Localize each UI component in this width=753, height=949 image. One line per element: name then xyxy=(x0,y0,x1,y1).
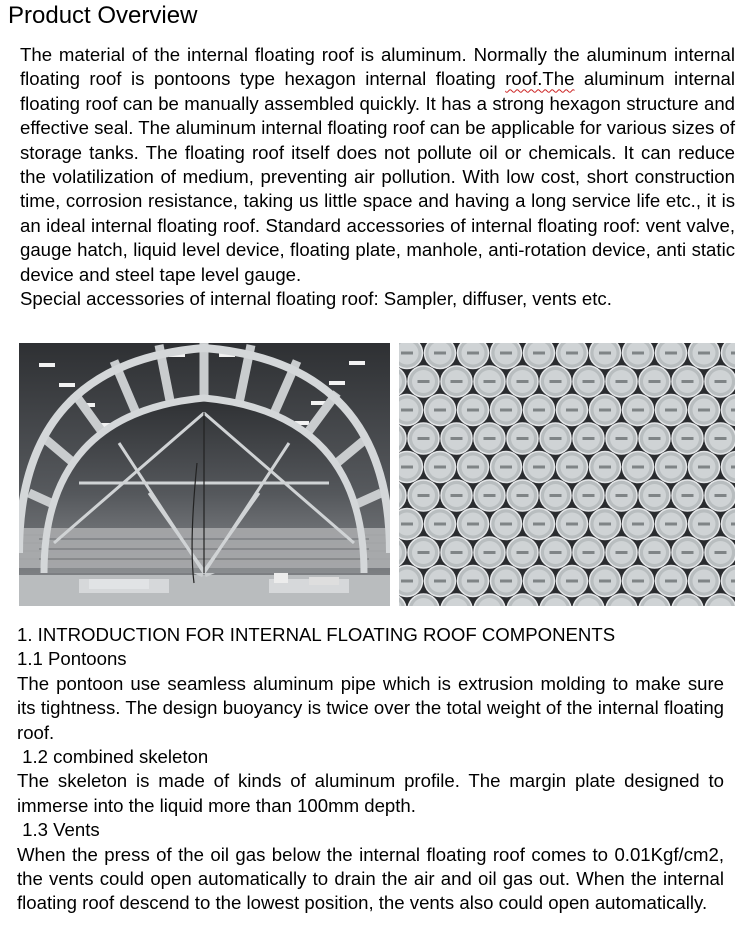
pontoon-pipes-photo xyxy=(399,343,735,606)
pipe-weld-mark xyxy=(566,466,578,469)
pipe-weld-mark xyxy=(599,466,611,469)
pipe-weld-mark xyxy=(665,466,677,469)
pipe-weld-mark xyxy=(484,380,496,383)
pipe-weld-mark xyxy=(418,494,430,497)
pipe-weld-mark xyxy=(533,352,545,355)
pipe-weld-mark xyxy=(731,409,735,412)
components-heading: 1. INTRODUCTION FOR INTERNAL FLOATING ROOF COMPONENTS xyxy=(17,624,616,645)
pipe-weld-mark xyxy=(649,551,661,554)
pipe-weld-mark xyxy=(632,352,644,355)
pipe-weld-mark xyxy=(467,409,479,412)
pipe-weld-mark xyxy=(665,523,677,526)
pipe-weld-mark xyxy=(731,523,735,526)
pipe-weld-mark xyxy=(616,551,628,554)
pipe-weld-mark xyxy=(517,380,529,383)
pipe-weld-mark xyxy=(616,494,628,497)
pipe-weld-mark xyxy=(599,352,611,355)
pipe-weld-mark xyxy=(418,380,430,383)
pipe-weld-mark xyxy=(599,580,611,583)
pipe-weld-mark xyxy=(434,580,446,583)
pipe-weld-mark xyxy=(418,437,430,440)
pipe-weld-mark xyxy=(632,523,644,526)
pipe-weld-mark xyxy=(500,523,512,526)
pipe-weld-mark xyxy=(550,437,562,440)
vents-paragraph: When the press of the oil gas below the internal floating roof comes to 0.01Kgf/cm2, the vents could open automatically to drain the air and oil gas out. When the internal floating roof descend to the lowest position, the vents also could open automatically. xyxy=(17,843,724,914)
pipe-weld-mark xyxy=(715,494,727,497)
page-title: Product Overview xyxy=(8,2,198,29)
intro-text-part-2: aluminum internal floating roof can be manually assembled quickly. It has a strong hexagon structure and effective seal. The aluminum internal floating roof can be applicable for various sizes of storage tanks. The floating roof itself does not pollute oil or chemicals. It can reduce the volatilization of medium, preventing air pollution. With low cost, short construction time, corrosion resistance, taking us little space and having a long service life etc., it is an ideal internal floating roof. Standard accessories of internal floating roof: vent valve, gauge hatch, liquid level device, floating plate, manhole, anti-rotation device, anti static device and steel tape level gauge. xyxy=(20,68,735,285)
pipe-weld-mark xyxy=(649,494,661,497)
pipe-weld-mark xyxy=(649,437,661,440)
skeleton-paragraph: The skeleton is made of kinds of aluminum profile. The margin plate designed to immerse into the liquid more than 100mm depth. xyxy=(17,770,724,816)
pipe-weld-mark xyxy=(682,551,694,554)
pipe-weld-mark xyxy=(715,437,727,440)
pipe-weld-mark xyxy=(517,437,529,440)
pipe-weld-mark xyxy=(731,466,735,469)
pipe-weld-mark xyxy=(451,494,463,497)
pipe-weld-mark xyxy=(632,580,644,583)
pipe-weld-mark xyxy=(632,466,644,469)
pipe-weld-mark xyxy=(698,466,710,469)
pipe-weld-mark xyxy=(583,551,595,554)
pipe-weld-mark xyxy=(451,551,463,554)
pipe-weld-mark xyxy=(583,437,595,440)
pipe-weld-mark xyxy=(583,380,595,383)
pipe-weld-mark xyxy=(467,352,479,355)
pipe-weld-mark xyxy=(698,409,710,412)
pipe-weld-mark xyxy=(715,380,727,383)
pipe-weld-mark xyxy=(517,494,529,497)
pontoons-subheading: 1.1 Pontoons xyxy=(17,648,127,670)
pipe-weld-mark xyxy=(583,494,595,497)
pipe-weld-mark xyxy=(500,466,512,469)
pipe-weld-mark xyxy=(484,437,496,440)
intro-text-part-1: The material of the internal floating roof is aluminum. Normally the aluminum internal floating roof is pontoons type hexagon internal floating xyxy=(20,44,735,90)
pipe-weld-mark xyxy=(434,466,446,469)
pipe-weld-mark xyxy=(533,409,545,412)
pipe-weld-mark xyxy=(715,551,727,554)
pipe-weld-mark xyxy=(533,523,545,526)
pipe-weld-mark xyxy=(599,523,611,526)
pipe-weld-mark xyxy=(451,437,463,440)
pipe-weld-mark xyxy=(682,494,694,497)
pipe-weld-mark xyxy=(566,409,578,412)
skeleton-frame-photo xyxy=(19,343,390,606)
pipe-weld-mark xyxy=(467,523,479,526)
pipe-weld-mark xyxy=(698,580,710,583)
pipe-weld-mark xyxy=(467,580,479,583)
pipe-weld-mark xyxy=(500,352,512,355)
pipe-weld-mark xyxy=(500,409,512,412)
pipe-weld-mark xyxy=(484,551,496,554)
pipe-weld-mark xyxy=(682,380,694,383)
pipe-weld-mark xyxy=(533,466,545,469)
pipe-weld-mark xyxy=(550,494,562,497)
pipe-weld-mark xyxy=(616,437,628,440)
pipe-weld-mark xyxy=(401,523,413,526)
pipe-weld-mark xyxy=(550,380,562,383)
pipe-weld-mark xyxy=(451,380,463,383)
spellcheck-flagged-word[interactable]: roof.The xyxy=(505,68,575,90)
pipe-weld-mark xyxy=(467,466,479,469)
intro-paragraph xyxy=(20,43,735,287)
pipe-weld-mark xyxy=(599,409,611,412)
pipe-weld-mark xyxy=(566,580,578,583)
pipe-weld-mark xyxy=(401,352,413,355)
pipe-weld-mark xyxy=(682,437,694,440)
pipe-weld-mark xyxy=(533,580,545,583)
pipe-weld-mark xyxy=(401,466,413,469)
pipe-weld-mark xyxy=(616,380,628,383)
pipe-weld-mark xyxy=(434,352,446,355)
pipe-weld-mark xyxy=(401,580,413,583)
pipe-weld-mark xyxy=(731,352,735,355)
pipe-weld-mark xyxy=(665,409,677,412)
vents-subheading: 1.3 Vents xyxy=(17,819,100,841)
pipe-weld-mark xyxy=(401,409,413,412)
pontoons-paragraph: The pontoon use seamless aluminum pipe which is extrusion molding to make sure its tightness. The design buoyancy is twice over the total weight of the internal floating roof. xyxy=(17,672,724,743)
pipe-weld-mark xyxy=(418,551,430,554)
pipe-weld-mark xyxy=(665,580,677,583)
pipe-weld-mark xyxy=(632,409,644,412)
components-section xyxy=(17,623,724,916)
pipe-weld-mark xyxy=(517,551,529,554)
skeleton-subheading: 1.2 combined skeleton xyxy=(17,746,209,768)
intro-section xyxy=(20,43,735,311)
pipe-weld-mark xyxy=(698,352,710,355)
pipe-weld-mark xyxy=(665,352,677,355)
pipe-weld-mark xyxy=(434,523,446,526)
pipe-weld-mark xyxy=(731,580,735,583)
pipe-weld-mark xyxy=(550,551,562,554)
pipe-weld-mark xyxy=(649,380,661,383)
pipe-weld-mark xyxy=(566,352,578,355)
pipe-weld-mark xyxy=(500,580,512,583)
pipe-weld-mark xyxy=(434,409,446,412)
pipe-weld-mark xyxy=(484,494,496,497)
special-accessories-line: Special accessories of internal floating roof: Sampler, diffuser, vents etc. xyxy=(20,288,612,310)
pipe-weld-mark xyxy=(566,523,578,526)
pipe-weld-mark xyxy=(698,523,710,526)
